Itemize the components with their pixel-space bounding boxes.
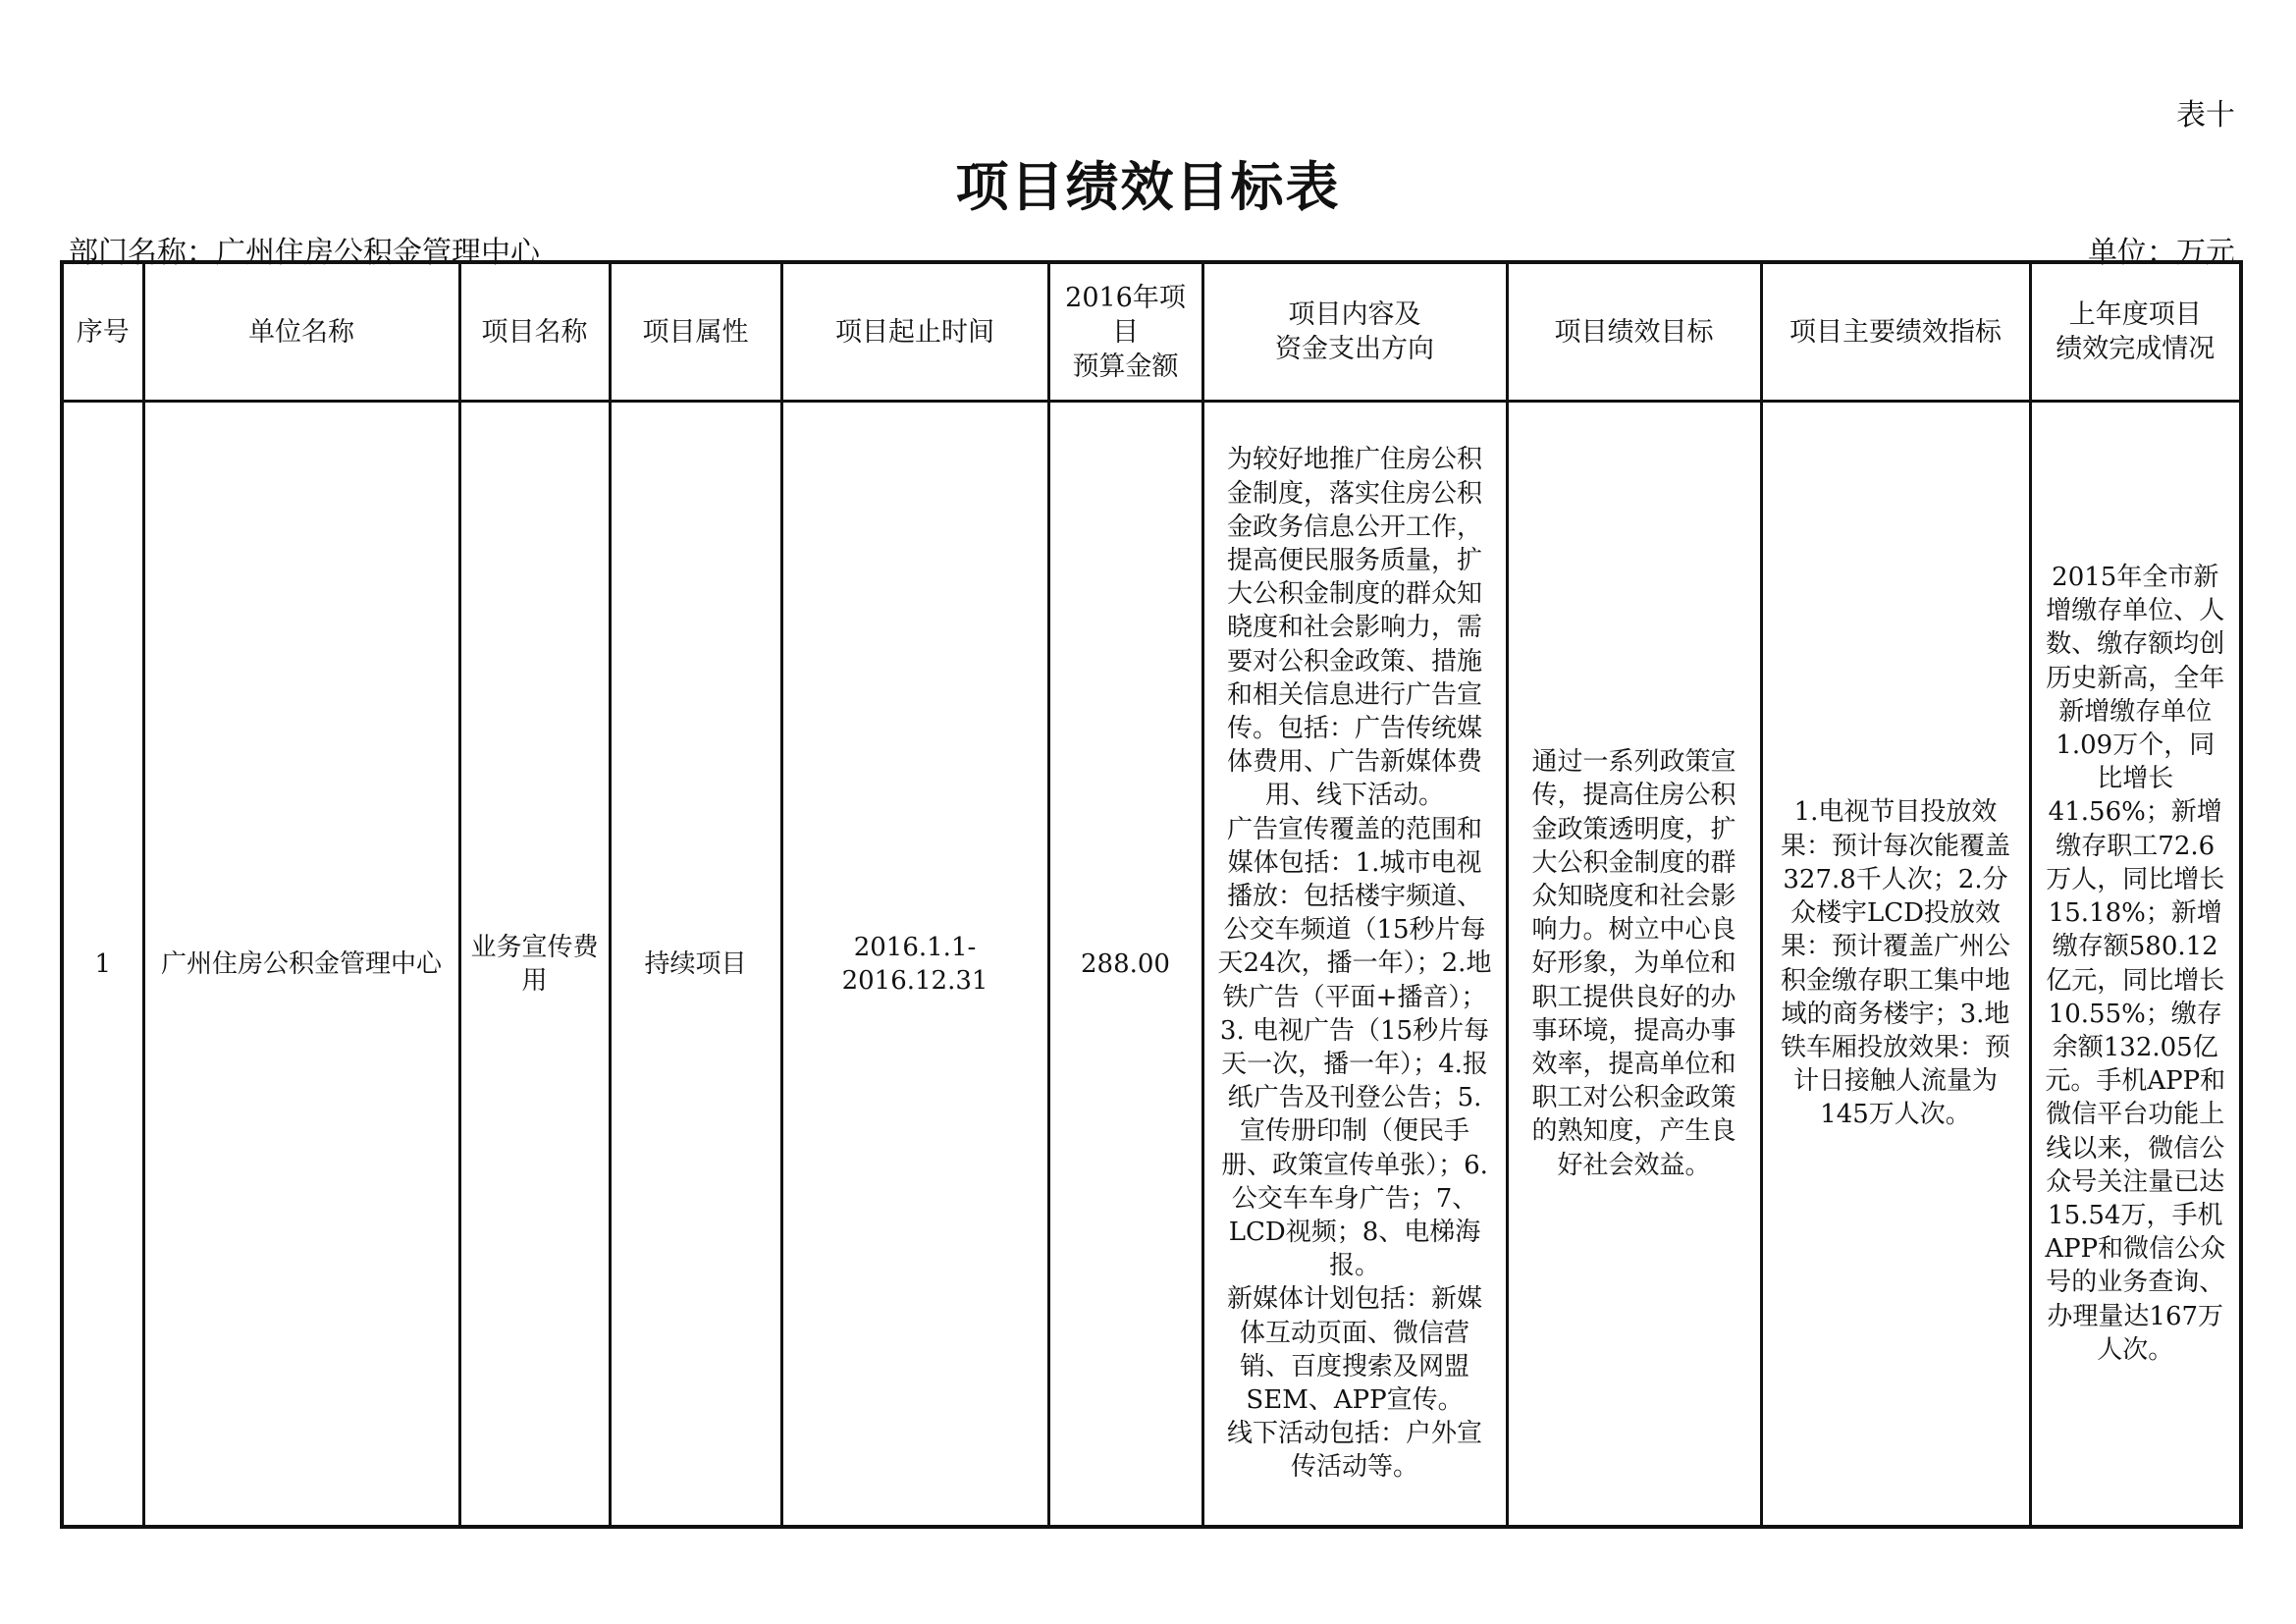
column-header-last-year: 上年度项目 绩效完成情况 [2030,262,2241,402]
currency-unit: 单位：万元 [2088,236,2235,270]
column-header-budget: 2016年项目 预算金额 [1048,262,1202,402]
column-header-content: 项目内容及 资金支出方向 [1202,262,1507,402]
column-header-indicators: 项目主要绩效指标 [1761,262,2030,402]
cell-unit-name: 广州住房公积金管理中心 [143,402,459,1528]
cell-budget: 288.00 [1048,402,1202,1528]
column-header-project-name: 项目名称 [459,262,610,402]
cell-index: 1 [62,402,143,1528]
table-row [62,402,2241,1528]
column-header-period: 项目起止时间 [781,262,1048,402]
performance-target-table [60,260,2243,1529]
cell-last-year: 2015年全市新增缴存单位、人数、缴存额均创历史新高，全年新增缴存单位1.09万个，同比增长41.56%；新增缴存职工72.6万人，同比增长15.18%；新增缴存额580.12 亿元，同比增长10.55%；缴存余额132.05亿元。手机APP和微信平台功能上线以来，微信公众号关注量已达15.54万，手机APP和微信公众号的业务查询、办理量达167万人次。 [2030,402,2241,1528]
cell-period: 2016.1.1- 2016.12.31 [781,402,1048,1528]
table-number: 表十 [2176,98,2235,133]
table-header-row [62,262,2241,402]
column-header-unit-name: 单位名称 [143,262,459,402]
cell-attribute: 持续项目 [610,402,781,1528]
department-name: 部门名称：广州住房公积金管理中心 [69,236,540,270]
column-header-attribute: 项目属性 [610,262,781,402]
cell-goal: 通过一系列政策宣传，提高住房公积金政策透明度，扩大公积金制度的群众知晓度和社会影响力。树立中心良好形象，为单位和职工提供良好的办事环境，提高办事效率，提高单位和职工对公积金政策的熟知度，产生良好社会效益。 [1507,402,1761,1528]
column-header-goal: 项目绩效目标 [1507,262,1761,402]
column-header-index: 序号 [62,262,143,402]
page-title: 项目绩效目标表 [955,156,1341,218]
cell-content: 为较好地推广住房公积金制度，落实住房公积金政务信息公开工作，提高便民服务质量，扩大公积金制度的群众知晓度和社会影响力，需要对公积金政策、措施和相关信息进行广告宣传。包括：广告传统媒体费用、广告新媒体费用、线下活动。 广告宣传覆盖的范围和媒体包括：1.城市电视播放：包括楼宇频道、公交车频道（15秒片每天24次，播一年）；2.地铁广告（平面+播音）；3. 电视广告（15秒片每天一次，播一年）；4.报纸广告及刊登公告；5.宣传册印制（便民手册、政策宣传单张）；6.公交车车身广告；7、LCD视频；8、电梯海报。 新媒体计划包括：新媒体互动页面、微信营销、百度搜索及网盟SEM、APP宣传。 线下活动包括：户外宣传活动等。 [1202,402,1507,1528]
cell-project-name: 业务宣传费用 [459,402,610,1528]
cell-indicators: 1.电视节目投放效果：预计每次能覆盖327.8千人次；2.分众楼宇LCD投放效果：预计覆盖广州公积金缴存职工集中地域的商务楼宇；3.地铁车厢投放效果：预计日接触人流量为145万人次。 [1761,402,2030,1528]
